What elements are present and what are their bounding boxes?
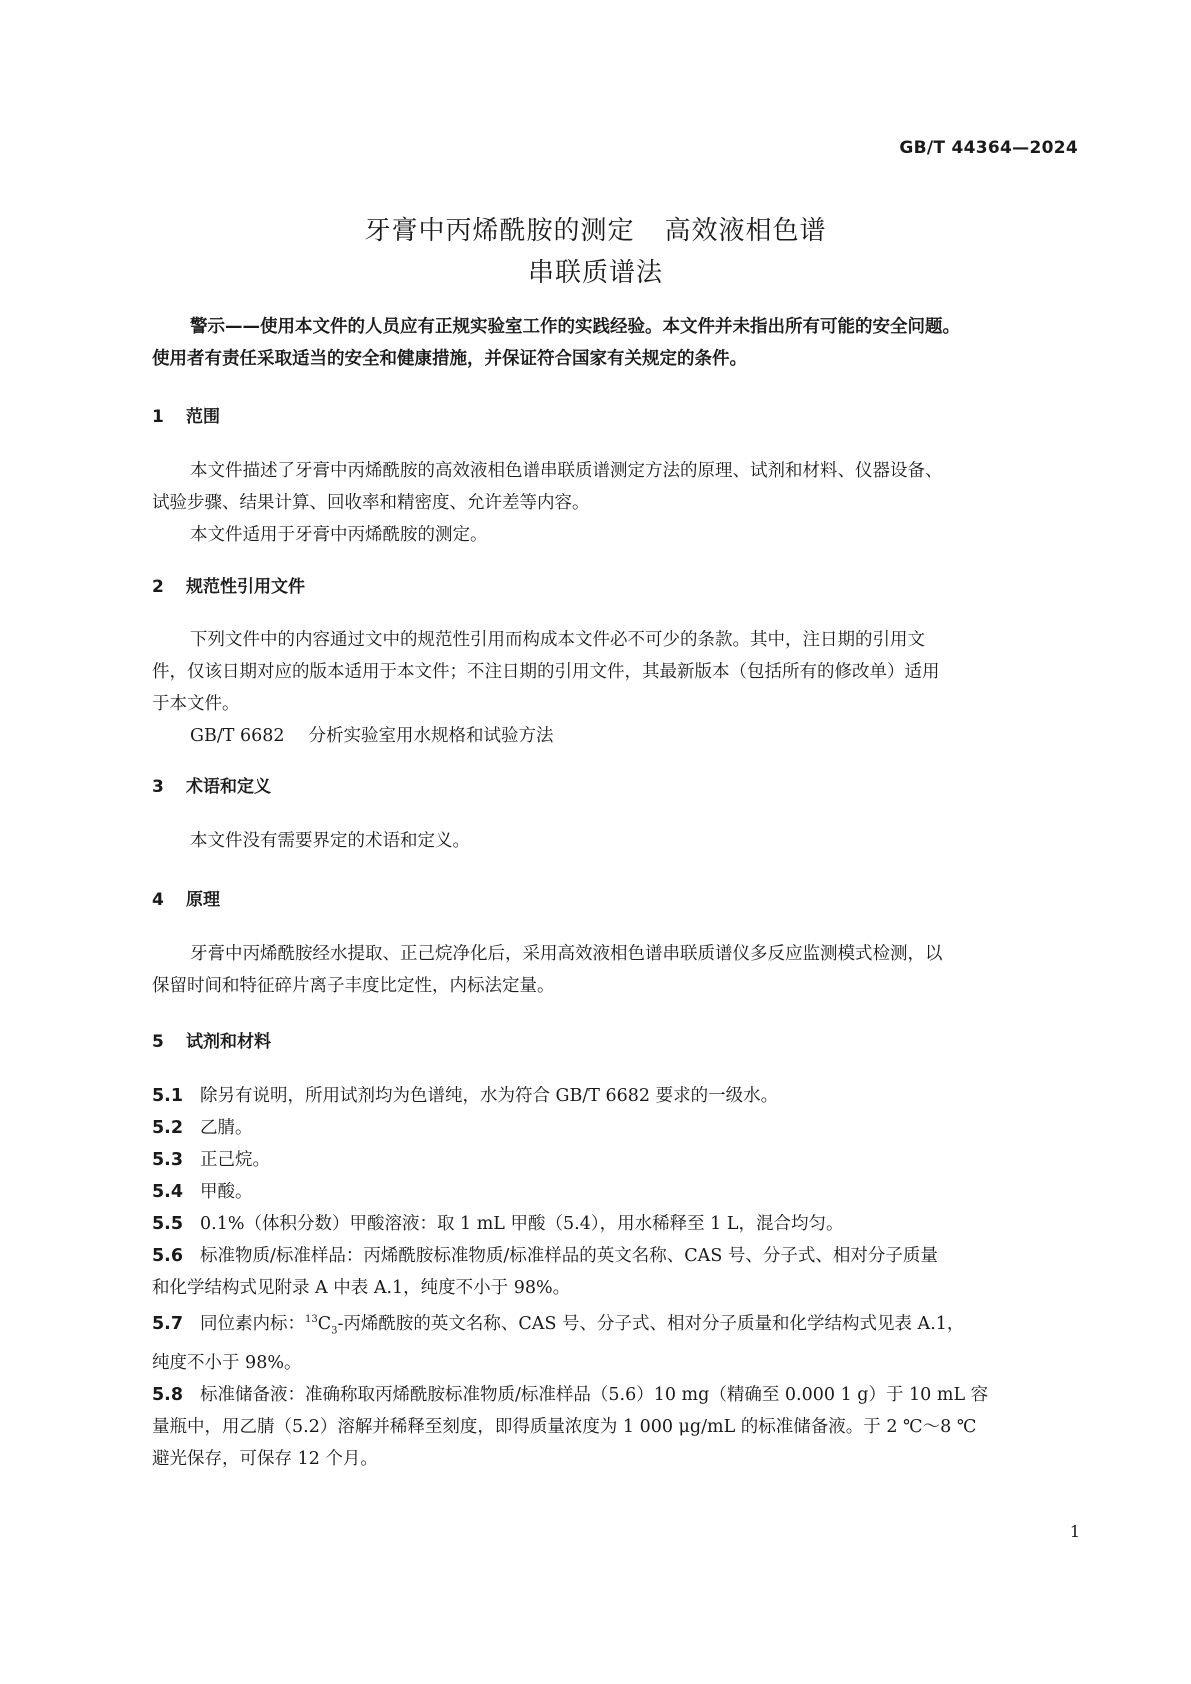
section-heading-reagents: [152, 1027, 271, 1052]
list-item: [152, 1304, 1080, 1347]
item-label: 同位素内标：: [200, 1313, 305, 1334]
title-part-a: 牙膏中丙烯酰胺的测定: [364, 216, 635, 246]
section-number: 4: [152, 890, 164, 910]
item-text: 标准储备液：准确称取丙烯酰胺标准物质/标准样品（5.6）10 mg（精确至 0.000 1 g）于 10 mL 容: [200, 1385, 989, 1406]
references-paragraph: [152, 624, 1080, 752]
list-item: [152, 1144, 1080, 1176]
list-item: [152, 1208, 1080, 1240]
section-heading-terms: [152, 772, 271, 797]
paragraph-line: 本文件没有需要界定的术语和定义。: [190, 831, 470, 851]
section-number: 3: [152, 777, 164, 797]
item-number: 5.8: [152, 1385, 184, 1406]
item-number: 5.2: [152, 1118, 184, 1138]
list-item: [152, 1176, 1080, 1208]
section-number: 5: [152, 1032, 164, 1052]
section-number: 2: [152, 577, 164, 597]
item-text: 乙腈。: [200, 1118, 253, 1138]
item-text: 0.1%（体积分数）甲酸溶液：取 1 mL 甲酸（5.4），用水稀释至 1 L，混合均匀。: [200, 1214, 844, 1234]
isotope-subscript: 3: [331, 1325, 338, 1337]
section-heading-principle: [152, 885, 220, 910]
document-title-line1: [0, 210, 1191, 247]
isotope-superscript: 13: [305, 1314, 318, 1325]
item-number: 5.7: [152, 1313, 184, 1334]
list-item: [152, 1080, 1080, 1112]
paragraph-line: 于本文件。: [152, 694, 240, 714]
item-number: 5.6: [152, 1246, 184, 1266]
item-number: 5.4: [152, 1182, 184, 1202]
list-item: [152, 1379, 1080, 1411]
standard-number: GB/T 44364—2024: [899, 138, 1078, 158]
reagents-list: [152, 1080, 1080, 1475]
terms-paragraph: [152, 825, 1080, 857]
section-title: 原理: [186, 890, 220, 910]
scope-paragraph: [152, 455, 1080, 551]
section-heading-scope: [152, 402, 220, 427]
paragraph-line: 件，仅该日期对应的版本适用于本文件；不注日期的引用文件，其最新版本（包括所有的修改单）适用: [152, 662, 940, 682]
reference-entry: [152, 720, 1080, 752]
item-text: 甲酸。: [200, 1182, 253, 1202]
item-number: 5.3: [152, 1150, 184, 1170]
warning-line2: 使用者有责任采取适当的安全和健康措施，并保证符合国家有关规定的条件。: [152, 349, 747, 369]
paragraph-line: 下列文件中的内容通过文中的规范性引用而构成本文件必不可少的条款。其中，注日期的引用文: [190, 630, 925, 650]
item-text: 除另有说明，所用试剂均为色谱纯，水为符合 GB/T 6682 要求的一级水。: [200, 1086, 779, 1106]
list-item-continuation: 和化学结构式见附录 A 中表 A.1，纯度不小于 98%。: [152, 1278, 571, 1298]
principle-paragraph: [152, 938, 1080, 1002]
paragraph-line: 试验步骤、结果计算、回收率和精密度、允许差等内容。: [152, 493, 590, 513]
list-item-continuation: 量瓶中，用乙腈（5.2）溶解并稀释至刻度，即得质量浓度为 1 000 μg/mL 的标准储备液。于 2 ℃～8 ℃: [152, 1417, 977, 1438]
item-number: 5.5: [152, 1214, 184, 1234]
section-title: 试剂和材料: [186, 1032, 271, 1052]
item-text: 标准物质/标准样品：丙烯酰胺标准物质/标准样品的英文名称、CAS 号、分子式、相对分子质量: [200, 1246, 938, 1266]
document-title-line2: 串联质谱法: [527, 258, 663, 288]
title-part-b: 高效液相色谱: [664, 216, 827, 246]
item-number: 5.1: [152, 1086, 184, 1106]
isotope-element: C: [317, 1313, 332, 1334]
section-heading-normative-references: [152, 572, 305, 597]
reference-code: GB/T 6682: [190, 726, 285, 746]
section-title: 规范性引用文件: [186, 577, 305, 597]
list-item: [152, 1240, 1080, 1272]
warning-line1: 警示——使用本文件的人员应有正规实验室工作的实践经验。本文件并未指出所有可能的安全问题。: [190, 317, 960, 337]
section-title: 术语和定义: [186, 777, 271, 797]
paragraph-line: 本文件描述了牙膏中丙烯酰胺的高效液相色谱串联质谱测定方法的原理、试剂和材料、仪器设备、: [190, 461, 943, 481]
list-item-continuation: 纯度不小于 98%。: [152, 1353, 302, 1374]
warning-block: [152, 311, 1080, 375]
paragraph-line: 本文件适用于牙膏中丙烯酰胺的测定。: [190, 525, 488, 545]
section-number: 1: [152, 407, 164, 427]
paragraph-line: 牙膏中丙烯酰胺经水提取、正己烷净化后，采用高效液相色谱串联质谱仪多反应监测模式检测，以: [190, 944, 943, 964]
list-item: [152, 1112, 1080, 1144]
section-title: 范围: [186, 407, 220, 427]
item-text: 正己烷。: [200, 1150, 270, 1170]
paragraph-line: 保留时间和特征碎片离子丰度比定性，内标法定量。: [152, 976, 555, 996]
reference-title: 分析实验室用水规格和试验方法: [308, 726, 554, 746]
item-text: -丙烯酰胺的英文名称、CAS 号、分子式、相对分子质量和化学结构式见表 A.1，: [337, 1313, 965, 1334]
list-item-continuation: 避光保存，可保存 12 个月。: [152, 1449, 378, 1470]
page-number: 1: [1069, 1522, 1080, 1541]
